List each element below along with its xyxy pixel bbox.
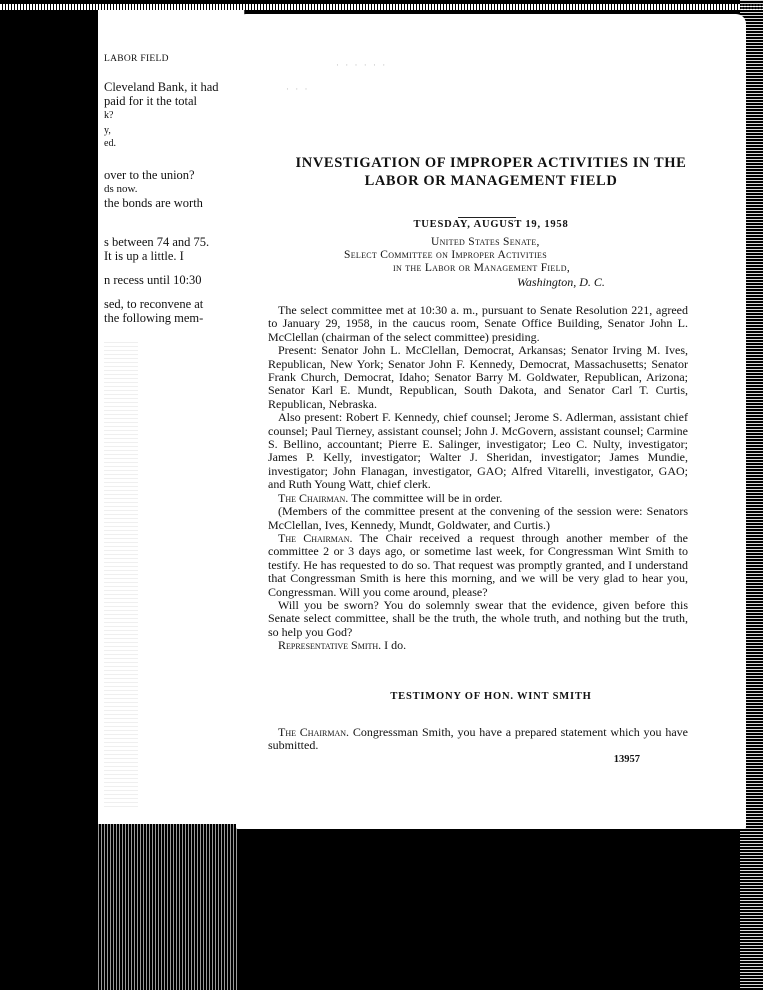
page-title-line1: INVESTIGATION OF IMPROPER ACTIVITIES IN THE	[295, 155, 687, 171]
hearing-date: TUESDAY, AUGUST 19, 1958	[413, 219, 569, 230]
speech-text: The Chair received a request through another member of the committee 2 or 3 days ago, or sometime last week, for Congressman Wint Smith to testify. He has requested to do so. That request was promptly granted, and I understand that Congressman Smith is here this morning, and we will be very glad to hear you, Congressman. Will you come around, please?	[268, 530, 688, 599]
left-line: s between 74 and 75.	[104, 235, 210, 249]
speaker-label: The Chairman.	[278, 530, 353, 545]
paragraph-chairman-request	[268, 532, 688, 599]
paragraph-members-note: (Members of the committee present at the convening of the session were: Senators McClellan, Ives, Kennedy, Mundt, Goldwater, and Curtis.)	[268, 504, 688, 532]
left-line: k?	[104, 110, 114, 121]
paragraph-present: Present: Senator John L. McClellan, Democrat, Arkansas; Senator Irving M. Ives, Republican, New York; Senator John F. Kennedy, Democrat, Massachusetts; Senator Frank Church, Democrat, Idaho; Senator Barry M. Goldwater, Republican, Arizona; Senator Karl E. Mundt, Republican, South Dakota, and Senator Carl T. Curtis, Republican, Nebraska.	[268, 343, 688, 411]
scan-top-border	[0, 0, 763, 4]
body-text	[268, 304, 688, 653]
left-line: sed, to reconvene at	[104, 297, 204, 311]
main-page	[236, 14, 746, 829]
speaker-label: Representative Smith.	[278, 638, 382, 653]
heading-committee: Select Committee on Improper Activities	[344, 249, 547, 261]
page-title-line2: LABOR OR MANAGEMENT FIELD	[364, 173, 618, 189]
speech-text: Congressman Smith, you have a prepared statement which you have submitted.	[268, 725, 688, 753]
heading-senate: United States Senate,	[431, 236, 540, 248]
left-line: ed.	[104, 138, 116, 149]
paragraph-opening: The select committee met at 10:30 a. m., pursuant to Senate Resolution 221, agreed to January 29, 1958, in the caucus room, Senate Office Building, Senator John L. McClellan (chairman of the select committee) presiding.	[268, 303, 688, 344]
left-line: n recess until 10:30	[104, 273, 202, 287]
left-line: the bonds are worth	[104, 196, 203, 210]
speech-text: I do.	[384, 638, 407, 653]
bleed-through-text	[104, 340, 138, 810]
left-line: the following mem-	[104, 311, 204, 325]
speaker-label: The Chairman.	[278, 725, 350, 739]
paragraph-rep-reply	[268, 639, 688, 652]
left-running-head: LABOR FIELD	[104, 54, 169, 64]
scan-bottom-edge	[98, 824, 238, 990]
left-line: paid for it the total	[104, 94, 198, 108]
paragraph-chairman-statement	[268, 726, 688, 753]
heading-location: Washington, D. C.	[517, 275, 605, 289]
testimony-heading: TESTIMONY OF HON. WINT SMITH	[390, 691, 592, 702]
closing-text	[268, 726, 688, 753]
left-facing-page	[98, 10, 245, 824]
bleed-through-marks: · · ·	[286, 84, 310, 94]
paragraph-oath: Will you be sworn? You do solemnly swear that the evidence, given before this Senate select committee, shall be the truth, the whole truth, and nothing but the truth, so help you God?	[268, 597, 688, 639]
bleed-through-marks: · · · · · ·	[336, 60, 388, 70]
page-number: 13957	[613, 754, 640, 765]
paragraph-also-present: Also present: Robert F. Kennedy, chief counsel; Jerome S. Adlerman, assistant chief counsel; Paul Tierney, assistant counsel; John J. McGovern, assistant counsel; Carmine S. Bellino, accountant; Pierre E. Salinger, investigator; Leo C. Nulty, investigator; James P. Kelly, investigator; Walter J. Sheridan, investigator; James Mundie, investigator; John Flanagan, investigator, GAO; Alfred Vitarelli, investigator, GAO; and Ruth Young Watt, chief clerk.	[268, 410, 688, 492]
left-line: Cleveland Bank, it had	[104, 80, 219, 94]
paragraph-chairman-order	[268, 492, 688, 505]
left-line: over to the union?	[104, 168, 195, 182]
left-line: y,	[104, 125, 111, 136]
heading-field: in the Labor or Management Field,	[393, 262, 571, 274]
left-line: ds now.	[104, 183, 138, 195]
title-rule	[458, 217, 516, 218]
left-line: It is up a little. I	[104, 249, 184, 263]
speech-text: The committee will be in order.	[351, 490, 503, 505]
speaker-label: The Chairman.	[278, 490, 349, 505]
